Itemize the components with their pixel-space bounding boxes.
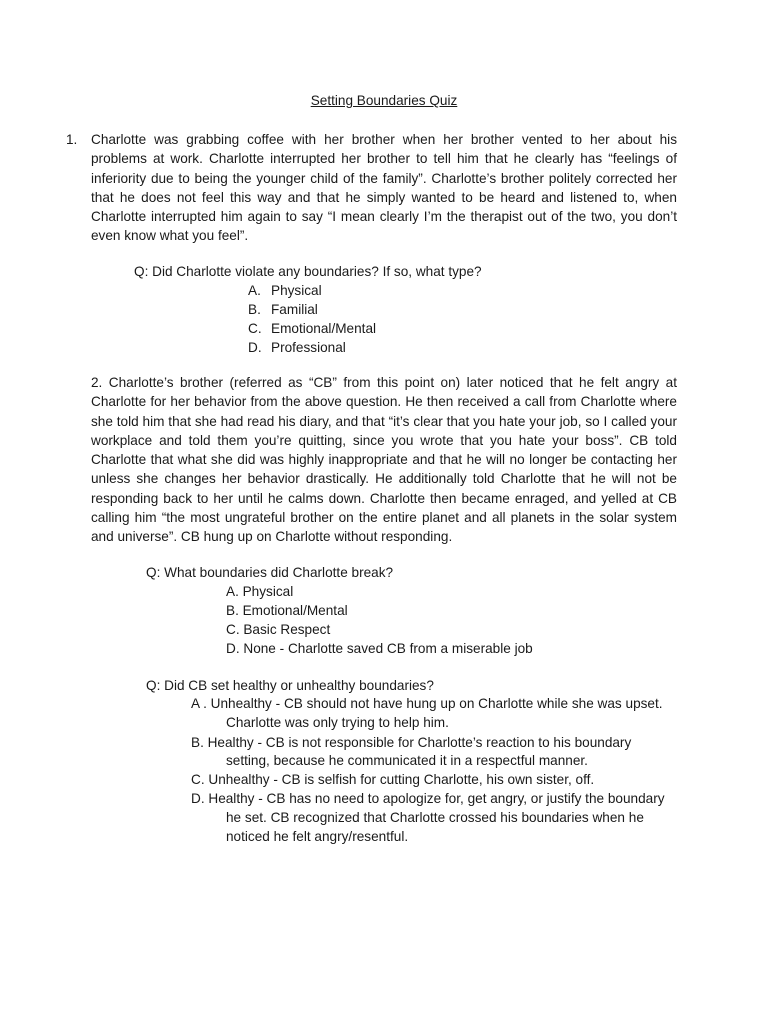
q1-option-b-letter: B. (248, 302, 261, 317)
q2a-option-b: B. Emotional/Mental (226, 603, 348, 618)
q2a-option-a: A. Physical (226, 584, 294, 599)
q2b-option-b-line1: B. Healthy - CB is not responsible for Charlotte’s reaction to his boundary (191, 735, 632, 750)
q2b-option-c-line1: C. Unhealthy - CB is selfish for cutting Charlotte, his own sister, off. (191, 772, 595, 787)
q1-option-a-letter: A. (248, 283, 261, 298)
question-1-number: 1. (66, 132, 78, 147)
q2b-option-a-line2: Charlotte was only trying to help him. (226, 715, 449, 730)
q1-option-a: Physical (271, 283, 322, 298)
question-1-scenario: Charlotte was grabbing coffee with her brother when her brother vented to her about his problems at work. Charlotte interrupted her brother to tell him that he clearly has “feelings of inferiority due to being the younger child of the family”. Charlotte’s brother politely corrected her that he does not feel this way and that he simply wanted to be heard and listened to, when Charlotte interrupted him again to say “I mean clearly I’m the therapist out of the two, you don’t even know what you feel”. (91, 132, 677, 244)
q2a-option-d: D. None - Charlotte saved CB from a miserable job (226, 641, 533, 656)
q1-option-d-letter: D. (248, 340, 262, 355)
q2b-option-a-line1: A . Unhealthy - CB should not have hung up on Charlotte while she was upset. (191, 696, 663, 711)
question-2-scenario: 2. Charlotte’s brother (referred as “CB” from this point on) later noticed that he felt angry at Charlotte for her behavior from the above question. He then received a call from Charlotte where she told him that she had read his diary, and that “it’s clear that you hate your job, so I called your workplace and told them you’re quitting, since you wrote that you hate your boss”. CB told Charlotte that what she did was highly inappropriate and that he will no longer be contacting her unless she changes her behavior drastically. He additionally told Charlotte that he will not be responding back to her until he calms down. Charlotte then became enraged, and yelled at CB calling him “the most ungrateful brother on the entire planet and all planets in the solar system and universe”. CB hung up on Charlotte without responding. (91, 375, 677, 545)
q2b-option-d-line1: D. Healthy - CB has no need to apologize for, get angry, or justify the boundary (191, 791, 665, 806)
q1-option-d: Professional (271, 340, 346, 355)
q1-option-b: Familial (271, 302, 318, 317)
page-title: Setting Boundaries Quiz (310, 93, 458, 108)
question-2a-prompt: Q: What boundaries did Charlotte break? (146, 565, 394, 580)
q2b-option-d-line2: he set. CB recognized that Charlotte crossed his boundaries when he (226, 810, 644, 825)
q1-option-c: Emotional/Mental (271, 321, 377, 336)
question-2b-prompt: Q: Did CB set healthy or unhealthy boundaries? (146, 678, 434, 693)
q2a-option-c: C. Basic Respect (226, 622, 331, 637)
q1-option-c-letter: C. (248, 321, 262, 336)
question-1-prompt: Q: Did Charlotte violate any boundaries? If so, what type? (134, 264, 482, 279)
q2b-option-b-line2: setting, because he communicated it in a respectful manner. (226, 753, 588, 768)
q2b-option-d-line3: noticed he felt angry/resentful. (226, 829, 409, 844)
